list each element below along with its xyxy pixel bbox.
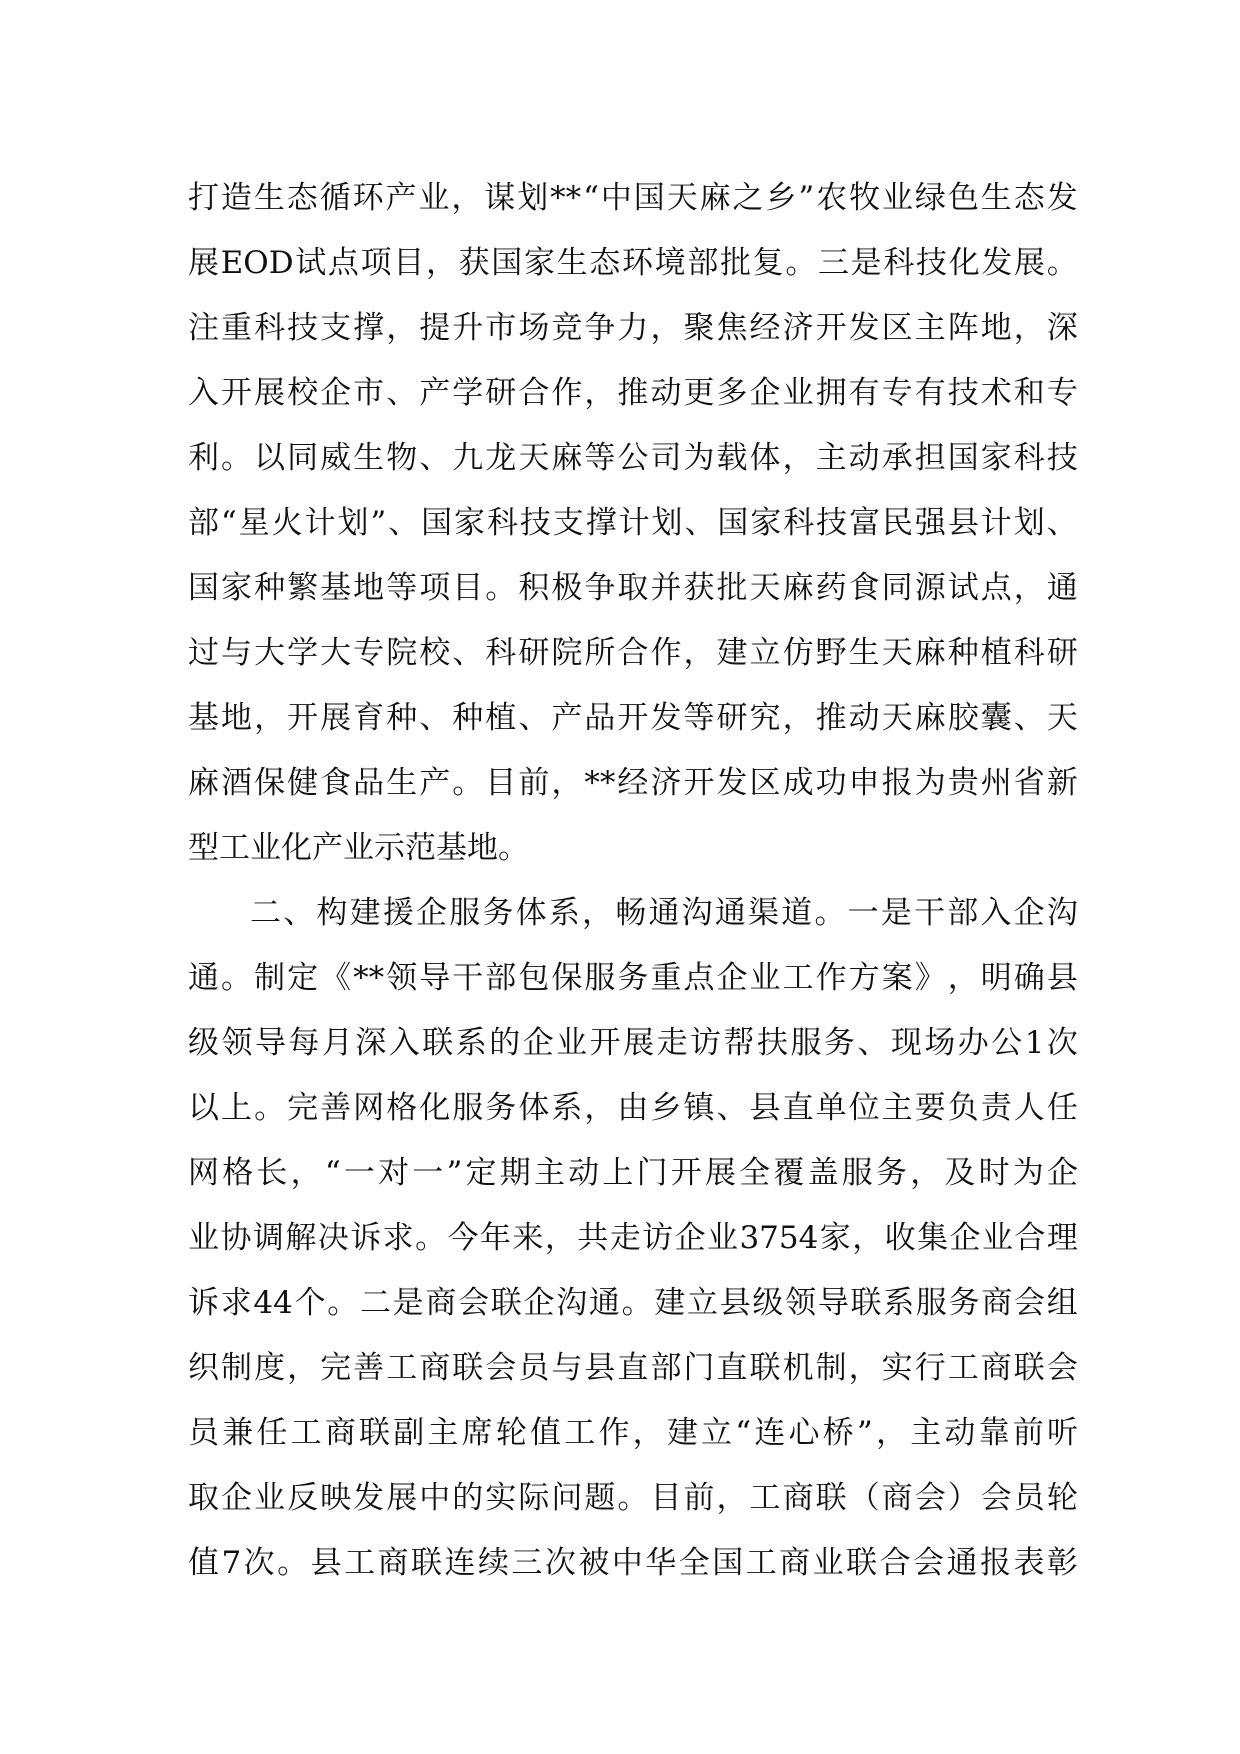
text-line: 诉 求 44 个 。 二 是 商 会 联 企 沟 通 。 建 立 县 级 领 导 联 系 服 务 商 会 组: [188, 1285, 1078, 1321]
text-line: 麻 酒 保 健 食 品 生 产 。 目 前 ， ** 经 济 开 发 区 成 功 申 报 为 贵 州 省 新: [188, 765, 1078, 801]
text-line: 业 协 调 解 决 诉 求 。 今 年 来 ， 共 走 访 企 业 3754 家 ， 收 集 企 业 合 理: [188, 1220, 1078, 1256]
text-line: 级 领 导 每 月 深 入 联 系 的 企 业 开 展 走 访 帮 扶 服 务 、 现 场 办 公 1 次: [188, 1025, 1078, 1061]
text-line: 部 “ 星 火 计 划 ” 、 国 家 科 技 支 撑 计 划 、 国 家 科 技 富 民 强 县 计 划 、: [188, 505, 1078, 541]
text-line: 型工业化产业示范基地。: [188, 830, 529, 866]
text-line: 织 制 度 ， 完 善 工 商 联 会 员 与 县 直 部 门 直 联 机 制 ， 实 行 工 商 联 会: [188, 1350, 1078, 1386]
body-text: [188, 166, 1078, 1596]
text-line: 员 兼 任 工 商 联 副 主 席 轮 值 工 作 ， 建 立 “ 连 心 桥 ” ， 主 动 靠 前 听: [188, 1415, 1078, 1451]
text-line: 利 。 以 同 威 生 物 、 九 龙 天 麻 等 公 司 为 载 体 ， 主 动 承 担 国 家 科 技: [188, 440, 1078, 476]
text-line: 值 7 次 。 县 工 商 联 连 续 三 次 被 中 华 全 国 工 商 业 联 合 会 通 报 表 彰: [188, 1545, 1078, 1581]
text-line: 二 、 构 建 援 企 服 务 体 系 ， 畅 通 沟 通 渠 道 。 一 是 干 部 入 企 沟: [250, 895, 1078, 931]
text-line: 展 EOD 试 点 项 目 ， 获 国 家 生 态 环 境 部 批 复 。 三 是 科 技 化 发 展 。: [188, 245, 1078, 281]
text-line: 打 造 生 态 循 环 产 业 ， 谋 划 ** “ 中 国 天 麻 之 乡 ” 农 牧 业 绿 色 生 态 发: [188, 180, 1078, 216]
text-line: 入 开 展 校 企 市 、 产 学 研 合 作 ， 推 动 更 多 企 业 拥 有 专 有 技 术 和 专: [188, 375, 1078, 411]
text-line: 过 与 大 学 大 专 院 校 、 科 研 院 所 合 作 ， 建 立 仿 野 生 天 麻 种 植 科 研: [188, 635, 1078, 671]
text-line: 取 企 业 反 映 发 展 中 的 实 际 问 题 。 目 前 ， 工 商 联 （ 商 会 ） 会 员 轮: [188, 1480, 1078, 1516]
text-line: 基 地 ， 开 展 育 种 、 种 植 、 产 品 开 发 等 研 究 ， 推 动 天 麻 胶 囊 、 天: [188, 700, 1078, 736]
text-line: 国 家 种 繁 基 地 等 项 目 。 积 极 争 取 并 获 批 天 麻 药 食 同 源 试 点 ， 通: [188, 570, 1078, 606]
text-line: 通 。 制 定 《 ** 领 导 干 部 包 保 服 务 重 点 企 业 工 作 方 案 》 ， 明 确 县: [188, 960, 1078, 996]
text-line: 网 格 长 ， “ 一 对 一 ” 定 期 主 动 上 门 开 展 全 覆 盖 服 务 ， 及 时 为 企: [188, 1155, 1078, 1191]
text-line: 以 上 。 完 善 网 格 化 服 务 体 系 ， 由 乡 镇 、 县 直 单 位 主 要 负 责 人 任: [188, 1090, 1078, 1126]
text-line: 注 重 科 技 支 撑 ， 提 升 市 场 竞 争 力 ， 聚 焦 经 济 开 发 区 主 阵 地 ， 深: [188, 310, 1078, 346]
